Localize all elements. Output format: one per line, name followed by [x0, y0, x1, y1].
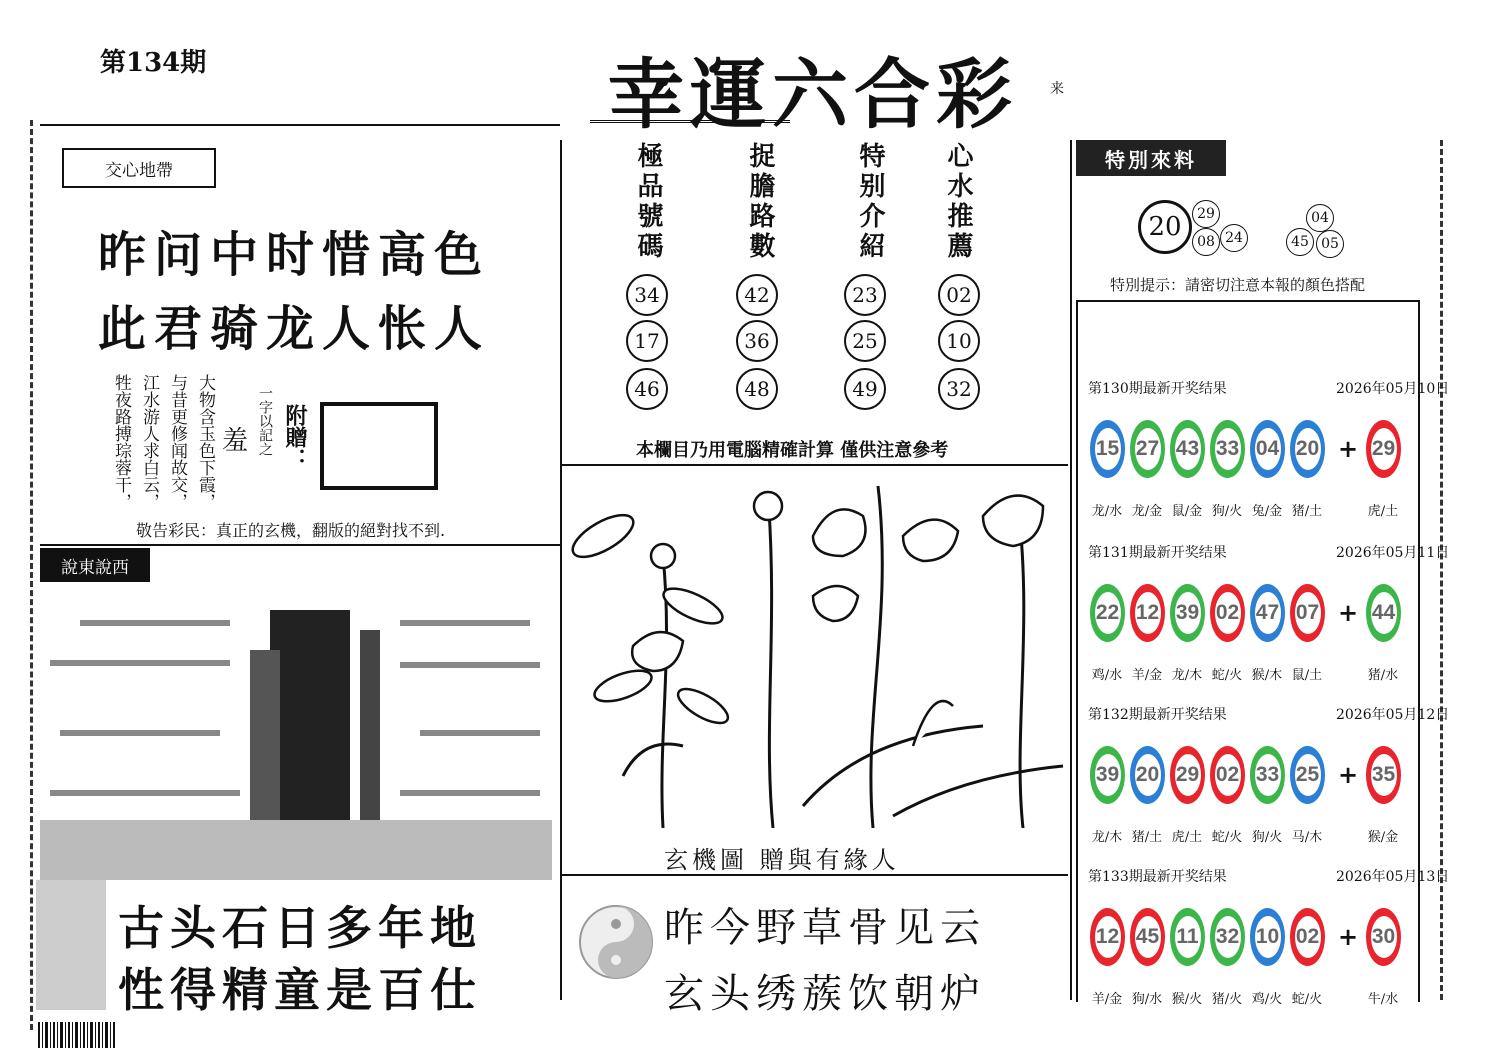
verse-column-1: 大物含玉色下霞， — [195, 374, 215, 510]
number-circle: 10 — [938, 320, 980, 362]
results-frame — [1076, 300, 1420, 1002]
lottery-ball — [1290, 584, 1325, 642]
lottery-ball — [1210, 908, 1245, 966]
ball-zodiac: 狗/火 — [1211, 504, 1243, 519]
flower-illustration — [563, 476, 1068, 828]
col-head-4: 心水推薦 — [943, 142, 973, 262]
lottery-ball — [1290, 908, 1325, 966]
ball-zodiac: 羊/金 — [1131, 668, 1163, 683]
ball-zodiac: 鸡/火 — [1251, 992, 1283, 1007]
ball-zodiac: 猪/火 — [1211, 992, 1243, 1007]
result-date: 2026年05月13日 — [1336, 869, 1450, 885]
ball-zodiac: 虎/土 — [1171, 830, 1203, 845]
plus-sign: + — [1338, 598, 1359, 627]
number-circle: 25 — [844, 320, 886, 362]
barcode — [38, 1022, 148, 1048]
left-section-divider — [40, 544, 560, 546]
gift-char: 羞 — [222, 426, 249, 456]
issue-number: 第134期 — [100, 48, 207, 78]
ball-number: 12 — [1095, 916, 1121, 958]
ball-number: 29 — [1175, 754, 1201, 796]
ball-zodiac: 蛇/火 — [1211, 668, 1243, 683]
lottery-ball — [1130, 908, 1165, 966]
ball-number: 45 — [1135, 916, 1161, 958]
result-date: 2026年05月12日 — [1336, 707, 1450, 723]
middle-poem-1: 昨今野草骨见云 — [664, 905, 986, 951]
ball-zodiac: 龙/木 — [1091, 830, 1123, 845]
ball-number: 15 — [1095, 428, 1121, 470]
lottery-ball — [1290, 746, 1325, 804]
gift-hint: 一字以記之 — [257, 386, 273, 456]
ball-zodiac: 狗/火 — [1251, 830, 1283, 845]
ball-number: 33 — [1255, 754, 1281, 796]
middle-left-divider — [560, 140, 562, 1000]
result-date: 2026年05月10日 — [1336, 381, 1450, 397]
result-title: 第132期最新开奖结果 — [1088, 707, 1227, 723]
number-circle: 34 — [626, 274, 668, 316]
ball-number: 39 — [1175, 592, 1201, 634]
middle-divider-1 — [562, 464, 1068, 466]
special-number: 04 — [1306, 204, 1334, 232]
ball-number: 43 — [1175, 428, 1201, 470]
result-title: 第131期最新开奖结果 — [1088, 545, 1227, 561]
number-circle: 49 — [844, 368, 886, 410]
section-tag-talk: 說東說西 — [40, 548, 150, 582]
ball-zodiac: 龙/木 — [1171, 668, 1203, 683]
ball-number: 20 — [1295, 428, 1321, 470]
lottery-ball — [1090, 908, 1125, 966]
number-circle: 48 — [736, 368, 778, 410]
ball-zodiac: 猪/土 — [1131, 830, 1163, 845]
ball-zodiac: 蛇/火 — [1211, 830, 1243, 845]
ball-number: 12 — [1135, 592, 1161, 634]
middle-poem-2: 玄头绣蔟饮朝炉 — [664, 971, 986, 1017]
ball-number: 07 — [1295, 592, 1321, 634]
ball-zodiac: 猴/火 — [1171, 992, 1203, 1007]
number-circle: 32 — [938, 368, 980, 410]
blurred-text-block — [40, 590, 552, 880]
ball-number: 25 — [1295, 754, 1321, 796]
lottery-ball — [1366, 584, 1401, 642]
col-head-3: 特别介紹 — [855, 142, 885, 262]
ball-zodiac: 狗/水 — [1131, 992, 1163, 1007]
ball-zodiac: 羊/金 — [1091, 992, 1123, 1007]
verse-column-2: 与昔更修闻故交， — [167, 374, 187, 510]
ball-zodiac: 马/木 — [1291, 830, 1323, 845]
special-number: 05 — [1316, 230, 1344, 258]
ball-number: 02 — [1215, 592, 1241, 634]
ball-number: 35 — [1371, 754, 1397, 796]
lottery-ball — [1366, 420, 1401, 478]
ball-zodiac: 牛/水 — [1367, 992, 1399, 1007]
page-title: 幸運六合彩 — [608, 50, 1018, 139]
ball-number: 02 — [1215, 754, 1241, 796]
plus-sign: + — [1338, 434, 1359, 463]
number-circle: 36 — [736, 320, 778, 362]
special-tip: 特別提示：請密切注意本報的顏色搭配 — [1110, 276, 1366, 294]
verse-column-3: 江水游人求白云， — [139, 374, 159, 510]
title-suffix: 来 — [1050, 81, 1064, 97]
number-circle: 17 — [626, 320, 668, 362]
col-head-2: 捉膽路數 — [745, 142, 775, 262]
result-date: 2026年05月11日 — [1336, 545, 1450, 561]
lottery-ball — [1090, 584, 1125, 642]
ball-number: 27 — [1135, 428, 1161, 470]
yin-yang-icon — [576, 902, 656, 982]
lottery-ball — [1366, 908, 1401, 966]
special-number: 29 — [1192, 200, 1220, 228]
plus-sign: + — [1338, 760, 1359, 789]
lottery-ball — [1366, 746, 1401, 804]
ball-zodiac: 鸡/水 — [1091, 668, 1123, 683]
verse-column-4: 牲夜路搏琮蓉干， — [111, 374, 131, 510]
number-circle: 23 — [844, 274, 886, 316]
ball-number: 20 — [1135, 754, 1161, 796]
special-number: 08 — [1192, 228, 1220, 256]
lottery-ball — [1130, 584, 1165, 642]
result-title: 第130期最新开奖结果 — [1088, 381, 1227, 397]
lottery-ball — [1090, 746, 1125, 804]
special-section-title: 特別來料 — [1076, 140, 1226, 176]
lottery-ball — [1250, 746, 1285, 804]
ball-number: 04 — [1255, 428, 1281, 470]
special-main-number: 20 — [1138, 200, 1192, 254]
ball-number: 44 — [1371, 592, 1397, 634]
ball-number: 02 — [1295, 916, 1321, 958]
lottery-ball — [1210, 420, 1245, 478]
gift-label: 附贈： — [282, 404, 308, 470]
lottery-ball — [1090, 420, 1125, 478]
lottery-ball — [1250, 908, 1285, 966]
left-vine-border — [30, 120, 33, 1030]
lottery-ball — [1250, 420, 1285, 478]
lottery-ball — [1130, 746, 1165, 804]
ball-zodiac: 蛇/火 — [1291, 992, 1323, 1007]
ball-zodiac: 猴/木 — [1251, 668, 1283, 683]
ball-number: 29 — [1371, 428, 1397, 470]
poem-line-2: 此君骑龙人怅人 — [98, 301, 491, 357]
ball-number: 47 — [1255, 592, 1281, 634]
number-circle: 02 — [938, 274, 980, 316]
ball-zodiac: 兔/金 — [1251, 504, 1283, 519]
lottery-ball — [1170, 584, 1205, 642]
ball-number: 33 — [1215, 428, 1241, 470]
ball-zodiac: 龙/水 — [1091, 504, 1123, 519]
section-tag-heart: 交心地帶 — [62, 148, 216, 188]
warning-note: 敬告彩民：真正的玄機，翻版的絕對找不到. — [136, 521, 446, 540]
lottery-ball — [1250, 584, 1285, 642]
ball-zodiac: 猪/土 — [1291, 504, 1323, 519]
lottery-ball — [1130, 420, 1165, 478]
top-border — [40, 124, 560, 126]
col-head-1: 極品號碼 — [633, 142, 663, 262]
ball-zodiac: 猴/金 — [1367, 830, 1399, 845]
lottery-ball — [1170, 420, 1205, 478]
special-number: 24 — [1220, 224, 1248, 252]
lottery-ball — [1170, 746, 1205, 804]
poem-line-1: 昨问中时惜高色 — [98, 227, 491, 283]
ball-zodiac: 虎/土 — [1367, 504, 1399, 519]
ball-zodiac: 猪/水 — [1367, 668, 1399, 683]
illustration-caption: 玄機圖 贈與有緣人 — [664, 846, 900, 874]
middle-right-divider — [1070, 140, 1072, 1000]
ball-number: 11 — [1175, 916, 1201, 958]
ball-number: 10 — [1255, 916, 1281, 958]
ball-number: 30 — [1371, 916, 1397, 958]
ball-number: 39 — [1095, 754, 1121, 796]
result-title: 第133期最新开奖结果 — [1088, 869, 1227, 885]
bottom-left-poem-1: 古头石日多年地 — [118, 901, 482, 955]
number-circle: 42 — [736, 274, 778, 316]
ball-zodiac: 鼠/金 — [1171, 504, 1203, 519]
number-circle: 46 — [626, 368, 668, 410]
ball-number: 22 — [1095, 592, 1121, 634]
middle-footnote: 本欄目乃用電腦精確計算 僅供注意參考 — [636, 440, 949, 461]
ball-zodiac: 鼠/土 — [1291, 668, 1323, 683]
lottery-ball — [1210, 746, 1245, 804]
gift-answer-box — [320, 402, 438, 490]
plus-sign: + — [1338, 922, 1359, 951]
ball-number: 32 — [1215, 916, 1241, 958]
bottom-left-poem-2: 性得精童是百仕 — [118, 963, 482, 1017]
lottery-ball — [1290, 420, 1325, 478]
left-ink-smudge — [36, 880, 106, 1010]
special-number: 45 — [1286, 228, 1314, 256]
lottery-ball — [1210, 584, 1245, 642]
title-underline-ornament — [590, 120, 790, 123]
lottery-ball — [1170, 908, 1205, 966]
ball-zodiac: 龙/金 — [1131, 504, 1163, 519]
